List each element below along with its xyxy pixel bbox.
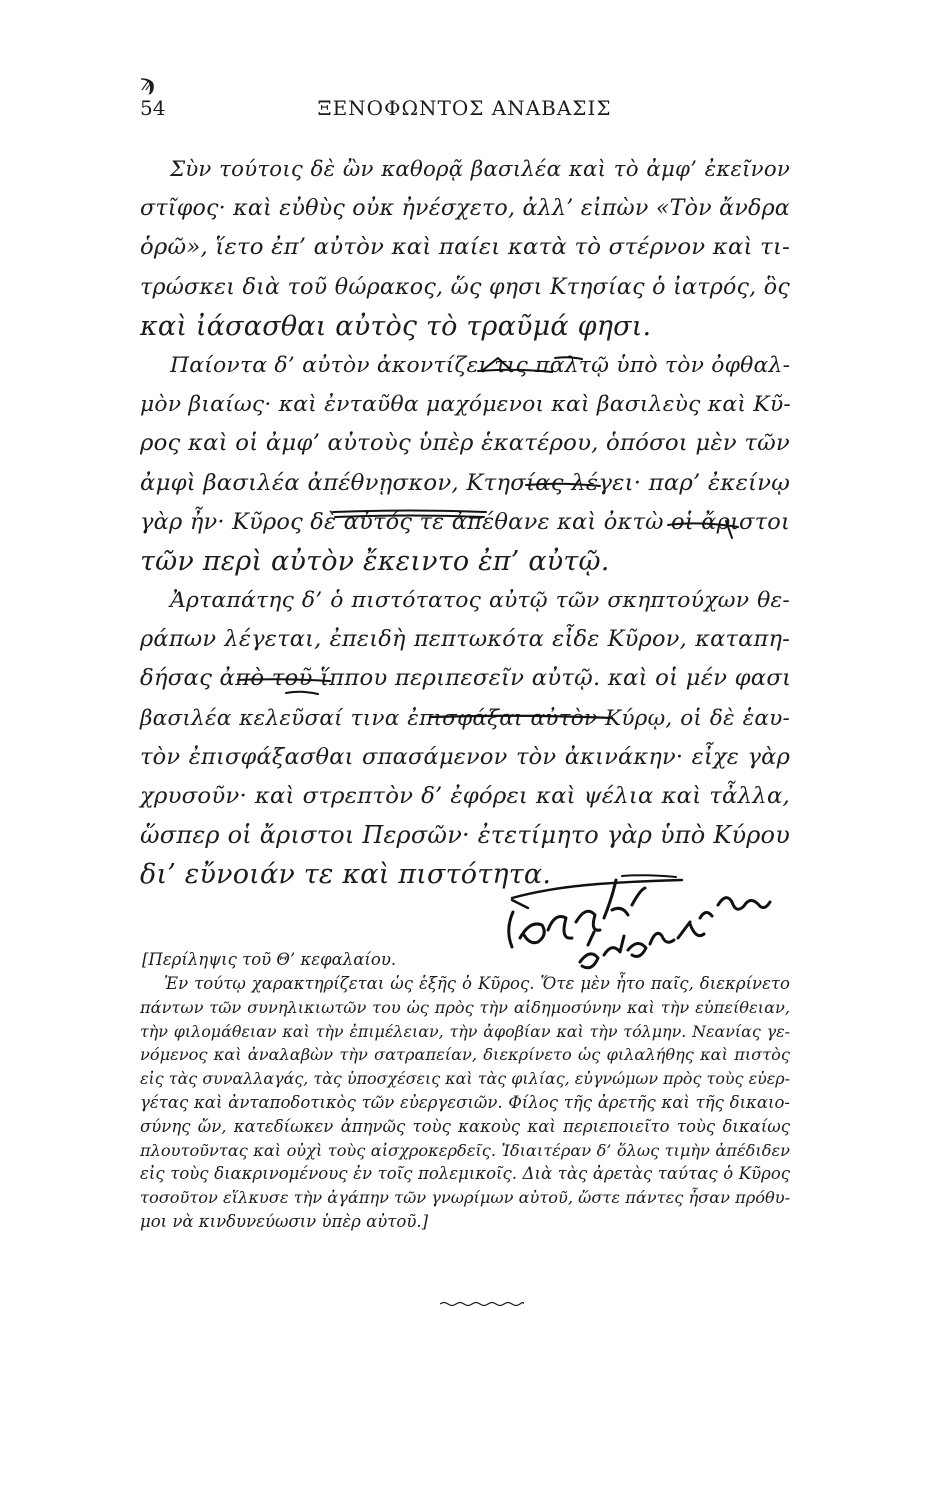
summary-line: εἰς τοὺς διακρινομένους ἐν τοῖς πολεμικοῖς. Διὰ τὰς ἀρετὰς ταύτας ὁ Κῦρος — [140, 1164, 790, 1184]
summary-line: μοι νὰ κινδυνεύωσιν ὑπὲρ αὐτοῦ.] — [140, 1211, 429, 1231]
summary-line: πλουτοῦντας καὶ οὐχὶ τοὺς αἰσχροκερδεῖς. Ἰδιαιτέραν δ’ ὅλως τιμὴν ἀπέδιδεν — [140, 1140, 790, 1160]
summary-line: νόμενος καὶ ἀναλαβὼν τὴν σατραπείαν, διεκρίνετο ὡς φιλαλήθης καὶ πιστὸς — [140, 1045, 790, 1065]
summary-line: τοσοῦτον εἵλκυσε τὴν ἀγάπην τῶν γνωρίμων αὐτοῦ, ὥστε πάντες ἦσαν πρόθυ- — [140, 1188, 791, 1208]
summary-line: πάντων τῶν συνηλικιωτῶν του ὡς πρὸς τὴν αἰδημοσύνην καὶ τὴν εὐπείθειαν, — [140, 997, 790, 1017]
text-line: Παίοντα δ’ αὐτὸν ἀκοντίζει τις παλτῷ ὑπὸ τὸν ὀφθαλ- — [170, 352, 791, 378]
page-number: 54 — [140, 96, 166, 120]
summary-line: Ἐν τούτῳ χαρακτηρίζεται ὡς ἑξῆς ὁ Κῦρος. Ὅτε μὲν ἦτο παῖς, διεκρίνετο — [164, 974, 790, 993]
summary-body — [140, 972, 790, 1234]
summary-line: γέτας καὶ ἀνταποδοτικὸς τῶν εὐεργεσιῶν. Φίλος τῆς ἀρετῆς καὶ τῆς δικαιο- — [140, 1092, 790, 1112]
summary-line: τὴν φιλομάθειαν καὶ τὴν ἐπιμέλειαν, τὴν ἀφοβίαν καὶ τὴν τόλμην. Νεανίας γε- — [140, 1021, 790, 1041]
text-line: ὥσπερ οἱ ἄριστοι Περσῶν· ἐτετίμητο γὰρ ὑπὸ Κύρου — [140, 821, 790, 850]
text-line: ράπων λέγεται, ἐπειδὴ πεπτωκότα εἶδε Κῦρον, καταπη- — [140, 626, 790, 653]
running-title: ΞΕΝΟΦΩΝΤΟΣ ΑΝΑΒΑΣΙΣ — [317, 96, 612, 120]
text-line: Ἀρταπάτης δ’ ὁ πιστότατος αὐτῷ τῶν σκηπτούχων θε- — [170, 588, 790, 614]
text-line: στῖφος· καὶ εὐθὺς οὐκ ἠνέσχετο, ἀλλ’ εἰπὼν «Τὸν ἄνδρα — [140, 195, 790, 222]
text-line: ὁρῶ», ἵετο ἐπ’ αὐτὸν καὶ παίει κατὰ τὸ στέρνον καὶ τι- — [140, 234, 790, 261]
chapter-summary — [140, 948, 790, 1234]
summary-line: σύνης ὤν, κατεδίωκεν ἀπηνῶς τοὺς κακοὺς καὶ περιεποιεῖτο τοὺς δικαίως — [140, 1116, 790, 1136]
text-line: Σὺν τούτοις δὲ ὢν καθορᾷ βασιλέα καὶ τὸ ἀμφ’ ἐκεῖνον — [170, 157, 790, 182]
text-line: τῶν περὶ αὐτὸν ἔκειντο ἐπ’ αὐτῷ. — [140, 545, 610, 577]
text-line: βασιλέα κελεῦσαί τινα ἐπισφάξαι αὐτὸν Κύρῳ, οἱ δὲ ἑαυ- — [140, 705, 790, 731]
text-line: τὸν ἐπισφάξασθαι σπασάμενον τὸν ἀκινάκην· εἶχε γὰρ — [140, 743, 790, 770]
summary-title: [Περίληψις τοῦ Θ’ κεφαλαίου. — [142, 950, 397, 969]
text-line: ρος καὶ οἱ ἀμφ’ αὐτοὺς ὑπὲρ ἑκατέρου, ὁπόσοι μὲν τῶν — [140, 430, 790, 457]
text-line: χρυσοῦν· καὶ στρεπτὸν δ’ ἐφόρει καὶ ψέλια καὶ τἆλλα, — [140, 783, 790, 809]
text-line: ἀμφὶ βασιλέα ἀπέθνῃσκον, Κτησίας λέγει· παρ’ ἐκείνῳ — [140, 469, 790, 496]
summary-line: εἰς τὰς συναλλαγάς, τὰς ὑποσχέσεις καὶ τὰς φιλίας, εὐγνώμων πρὸς τοὺς εὐερ- — [140, 1069, 790, 1089]
text-line: μὸν βιαίως· καὶ ἐνταῦθα μαχόμενοι καὶ βασιλεὺς καὶ Κῦ- — [140, 392, 791, 418]
text-line: τρώσκει διὰ τοῦ θώρακος, ὥς φησι Κτησίας ὁ ἰατρός, ὃς — [140, 273, 790, 300]
corner-mark: ϡ — [140, 70, 155, 96]
main-text — [140, 150, 790, 895]
text-line: καὶ ἰάσασθαι αὐτὸς τὸ τραῦμά φησι. — [140, 310, 652, 342]
page-header — [140, 96, 789, 126]
text-line: γὰρ ἦν· Κῦρος δὲ αὐτός τε ἀπέθανε καὶ ὀκτὼ οἱ ἄριστοι — [140, 508, 790, 535]
text-line: δήσας ἀπὸ τοῦ ἵππου περιπεσεῖν αὐτῷ. καὶ οἱ μέν φασι — [140, 665, 792, 692]
end-ornament — [440, 1300, 524, 1308]
text-line: δι’ εὔνοιάν τε καὶ πιστότητα. — [140, 859, 552, 891]
